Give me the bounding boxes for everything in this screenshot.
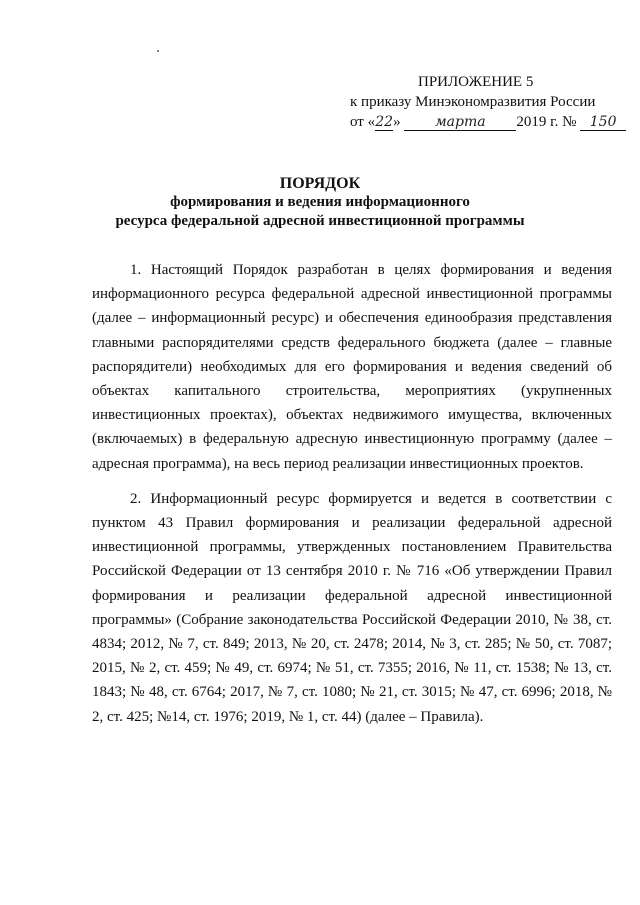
document-body [92,258,612,729]
handwritten-month: марта [404,114,516,131]
document-title: ПОРЯДОК [279,175,361,192]
scan-speck [157,50,159,52]
paragraph-2: 2. Информационный ресурс формируется и ведется в соответствии с пунктом 43 Правил формирования и реализации федеральной адресной инвестиционной программы, утвержденных постановлением Правительства Российской Федерации от 13 сентября 2010 г. № 716 «Об утверждении Правил формирования и реализации федеральной адресной инвестиционной программы» (Собрание законодательства Российской Федерации 2010, № 38, ст. 4834; 2012, № 7, ст. 849; 2013, № 20, ст. 2478; 2014, № 3, ст. 285; № 50, ст. 7087; 2015, № 2, ст. 459; № 49, ст. 6974; № 51, ст. 7355; 2016, № 11, ст. 1538; № 13, ст. 1843; № 48, ст. 6764; 2017, № 7, ст. 1080; № 21, ст. 3015; № 47, ст. 6996; 2018, № 2, ст. 425; №14, ст. 1976; 2019, № 1, ст. 44) (далее – Правила). [92,490,612,725]
handwritten-number: 150 [580,114,626,131]
appendix-title: ПРИЛОЖЕНИЕ 5 [418,74,534,90]
appendix-date-line [350,112,620,132]
date-mid: » [393,114,401,130]
handwritten-day: 22 [375,114,394,130]
document-subtitle-2: ресурса федеральной адресной инвестиционной программы [115,213,525,229]
date-prefix: от « [350,114,376,130]
appendix-order: к приказу Минэкономразвития России [350,94,596,110]
paragraph-1: 1. Настоящий Порядок разработан в целях формирования и ведения информационного ресурса федеральной адресной инвестиционной программы (далее – информационный ресурс) и обеспечения единообразия представления главными распорядителями средств федерального бюджета (далее – главные распорядители) необходимых для его формирования и ведения сведений об объектах капитального строительства, мероприятиях (укрупненных инвестиционных проектах), объектах недвижимого имущества, включенных (включаемых) в федеральную адресную инвестиционную программу (далее – адресная программа), на весь период реализации инвестиционных проектов. [92,262,612,472]
appendix-block [350,72,620,132]
date-year: 2019 г. № [516,114,577,130]
document-subtitle-1: формирования и ведения информационного [170,194,470,210]
